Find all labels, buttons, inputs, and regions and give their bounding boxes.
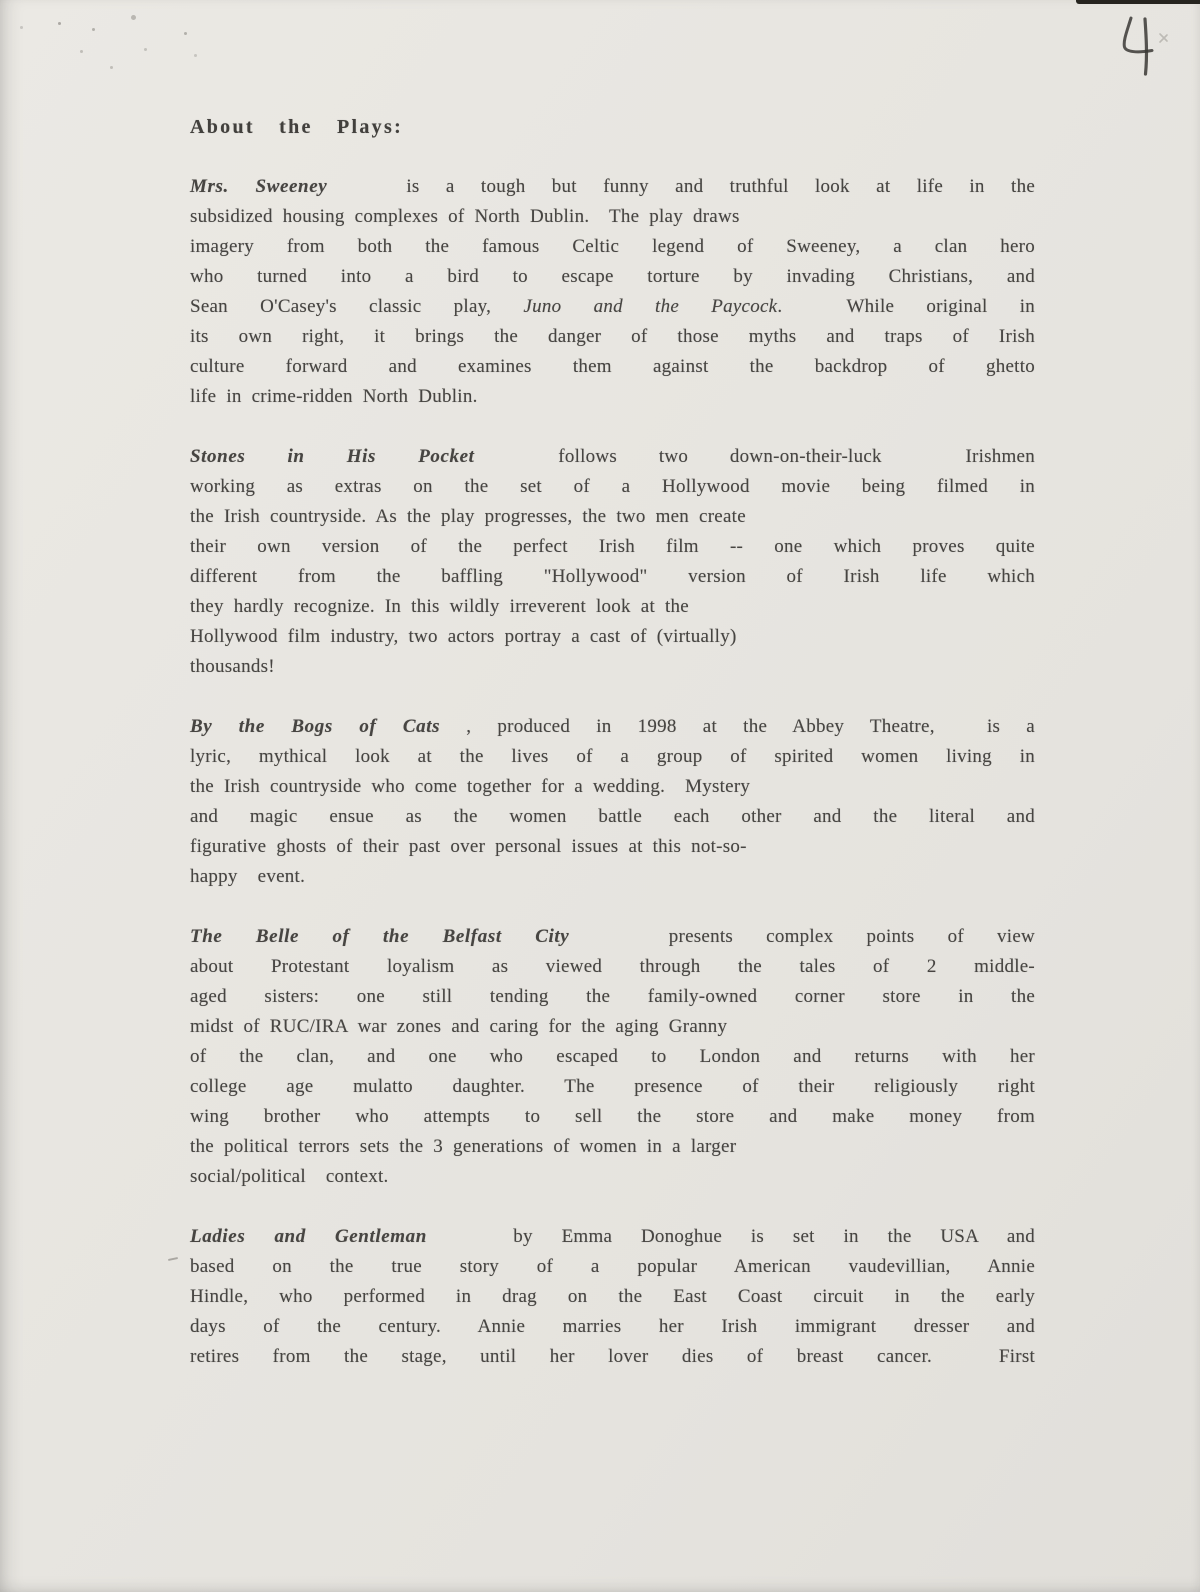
text-line <box>190 232 1035 262</box>
text-segment: midst of RUC/IRA war zones and caring for the aging Granny <box>190 1016 728 1037</box>
text-segment: Juno and the Paycock <box>523 296 778 317</box>
text-segment: college age mulatto daughter. The presence of their religiously right <box>190 1076 1035 1097</box>
text-line <box>190 1132 1035 1162</box>
text-segment: life in crime-ridden North Dublin. <box>190 386 478 407</box>
text-line <box>190 652 1035 682</box>
stray-pencil-mark <box>168 1257 178 1261</box>
text-segment: Hindle, who performed in drag on the East Coast circuit in the early <box>190 1286 1035 1307</box>
text-segment: and magic ensue as the women battle each other and the literal and <box>190 806 1035 827</box>
text-line <box>190 472 1035 502</box>
text-line <box>190 352 1035 382</box>
pencil-speckles <box>58 22 61 25</box>
text-segment: the Irish countryside. As the play progresses, the two men create <box>190 506 746 527</box>
text-segment: retires from the stage, until her lover dies of breast cancer. First <box>190 1346 1035 1367</box>
paragraphs <box>190 172 1035 1372</box>
text-segment: . While original in <box>777 296 1036 317</box>
text-line <box>190 1312 1035 1342</box>
text-line <box>190 862 1035 892</box>
text-segment: Sean O'Casey's classic play, <box>190 296 524 317</box>
text-segment: thousands! <box>190 656 275 677</box>
text-line <box>190 832 1035 862</box>
text-line <box>190 1222 1035 1252</box>
text-segment: follows two down-on-their-luck Irishmen <box>474 446 1035 467</box>
text-line <box>190 592 1035 622</box>
text-segment: wing brother who attempts to sell the store and make money from <box>190 1106 1035 1127</box>
handwritten-page-number <box>1112 12 1172 84</box>
text-segment: based on the true story of a popular American vaudevillian, Annie <box>190 1256 1035 1277</box>
section-heading: About the Plays: <box>190 116 404 138</box>
play-title: Mrs. Sweeney <box>190 176 328 197</box>
text-segment: the Irish countryside who come together for a wedding. Mystery <box>190 776 751 797</box>
text-segment: about Protestant loyalism as viewed through the tales of 2 middle- <box>190 956 1035 977</box>
page-content <box>190 112 1035 1402</box>
text-segment: happy event. <box>190 866 306 887</box>
text-segment: by Emma Donoghue is set in the USA and <box>426 1226 1035 1247</box>
play-title: By the Bogs of Cats <box>190 716 441 737</box>
text-line <box>190 202 1035 232</box>
paragraph-ladies-and-gentleman <box>190 1222 1035 1372</box>
text-line <box>190 772 1035 802</box>
text-line <box>190 622 1035 652</box>
text-line <box>190 1102 1035 1132</box>
paragraph-mrs-sweeney <box>190 172 1035 412</box>
play-title: Ladies and Gentleman <box>190 1226 427 1247</box>
text-segment: presents complex points of view <box>569 926 1035 947</box>
scan-edge-artifact <box>1076 0 1200 4</box>
play-title: Stones in His Pocket <box>190 446 475 467</box>
text-line <box>190 802 1035 832</box>
text-line <box>190 1342 1035 1372</box>
text-segment: is a tough but funny and truthful look at life in the <box>327 176 1035 197</box>
text-segment: they hardly recognize. In this wildly irreverent look at the <box>190 596 689 617</box>
text-segment: working as extras on the set of a Hollywood movie being filmed in <box>190 476 1035 497</box>
text-line <box>190 1012 1035 1042</box>
text-segment: lyric, mythical look at the lives of a group of spirited women living in <box>190 746 1035 767</box>
text-line <box>190 922 1035 952</box>
text-line <box>190 502 1035 532</box>
text-segment: , produced in 1998 at the Abbey Theatre, is a <box>440 716 1035 737</box>
text-line <box>190 1282 1035 1312</box>
text-segment: imagery from both the famous Celtic legend of Sweeney, a clan hero <box>190 236 1035 257</box>
text-line <box>190 532 1035 562</box>
text-line <box>190 172 1035 202</box>
text-segment: culture forward and examines them against the backdrop of ghetto <box>190 356 1035 377</box>
paragraph-belle-of-the-belfast-city <box>190 922 1035 1192</box>
text-segment: social/political context. <box>190 1166 389 1187</box>
text-segment: of the clan, and one who escaped to London and returns with her <box>190 1046 1035 1067</box>
text-segment: its own right, it brings the danger of those myths and traps of Irish <box>190 326 1035 347</box>
text-segment: who turned into a bird to escape torture by invading Christians, and <box>190 266 1035 287</box>
text-segment: the political terrors sets the 3 generations of women in a larger <box>190 1136 737 1157</box>
text-segment: aged sisters: one still tending the family-owned corner store in the <box>190 986 1035 1007</box>
text-line <box>190 952 1035 982</box>
text-line <box>190 742 1035 772</box>
paragraph-by-the-bogs-of-cats <box>190 712 1035 892</box>
text-line <box>190 442 1035 472</box>
paragraph-stones-in-his-pocket <box>190 442 1035 682</box>
text-line <box>190 712 1035 742</box>
text-line <box>190 982 1035 1012</box>
text-line <box>190 1252 1035 1282</box>
text-line <box>190 562 1035 592</box>
text-segment: subsidized housing complexes of North Dublin. The play draws <box>190 206 740 227</box>
text-line <box>190 292 1035 322</box>
text-segment: figurative ghosts of their past over personal issues at this not-so- <box>190 836 747 857</box>
text-segment: Hollywood film industry, two actors portray a cast of (virtually) <box>190 626 737 647</box>
text-line <box>190 262 1035 292</box>
text-line <box>190 322 1035 352</box>
text-segment: days of the century. Annie marries her Irish immigrant dresser and <box>190 1316 1035 1337</box>
text-line <box>190 1042 1035 1072</box>
text-line <box>190 1162 1035 1192</box>
text-segment: different from the baffling "Hollywood" version of Irish life which <box>190 566 1035 587</box>
text-line <box>190 1072 1035 1102</box>
text-line <box>190 382 1035 412</box>
play-title: The Belle of the Belfast City <box>190 926 570 947</box>
text-segment: their own version of the perfect Irish film -- one which proves quite <box>190 536 1035 557</box>
